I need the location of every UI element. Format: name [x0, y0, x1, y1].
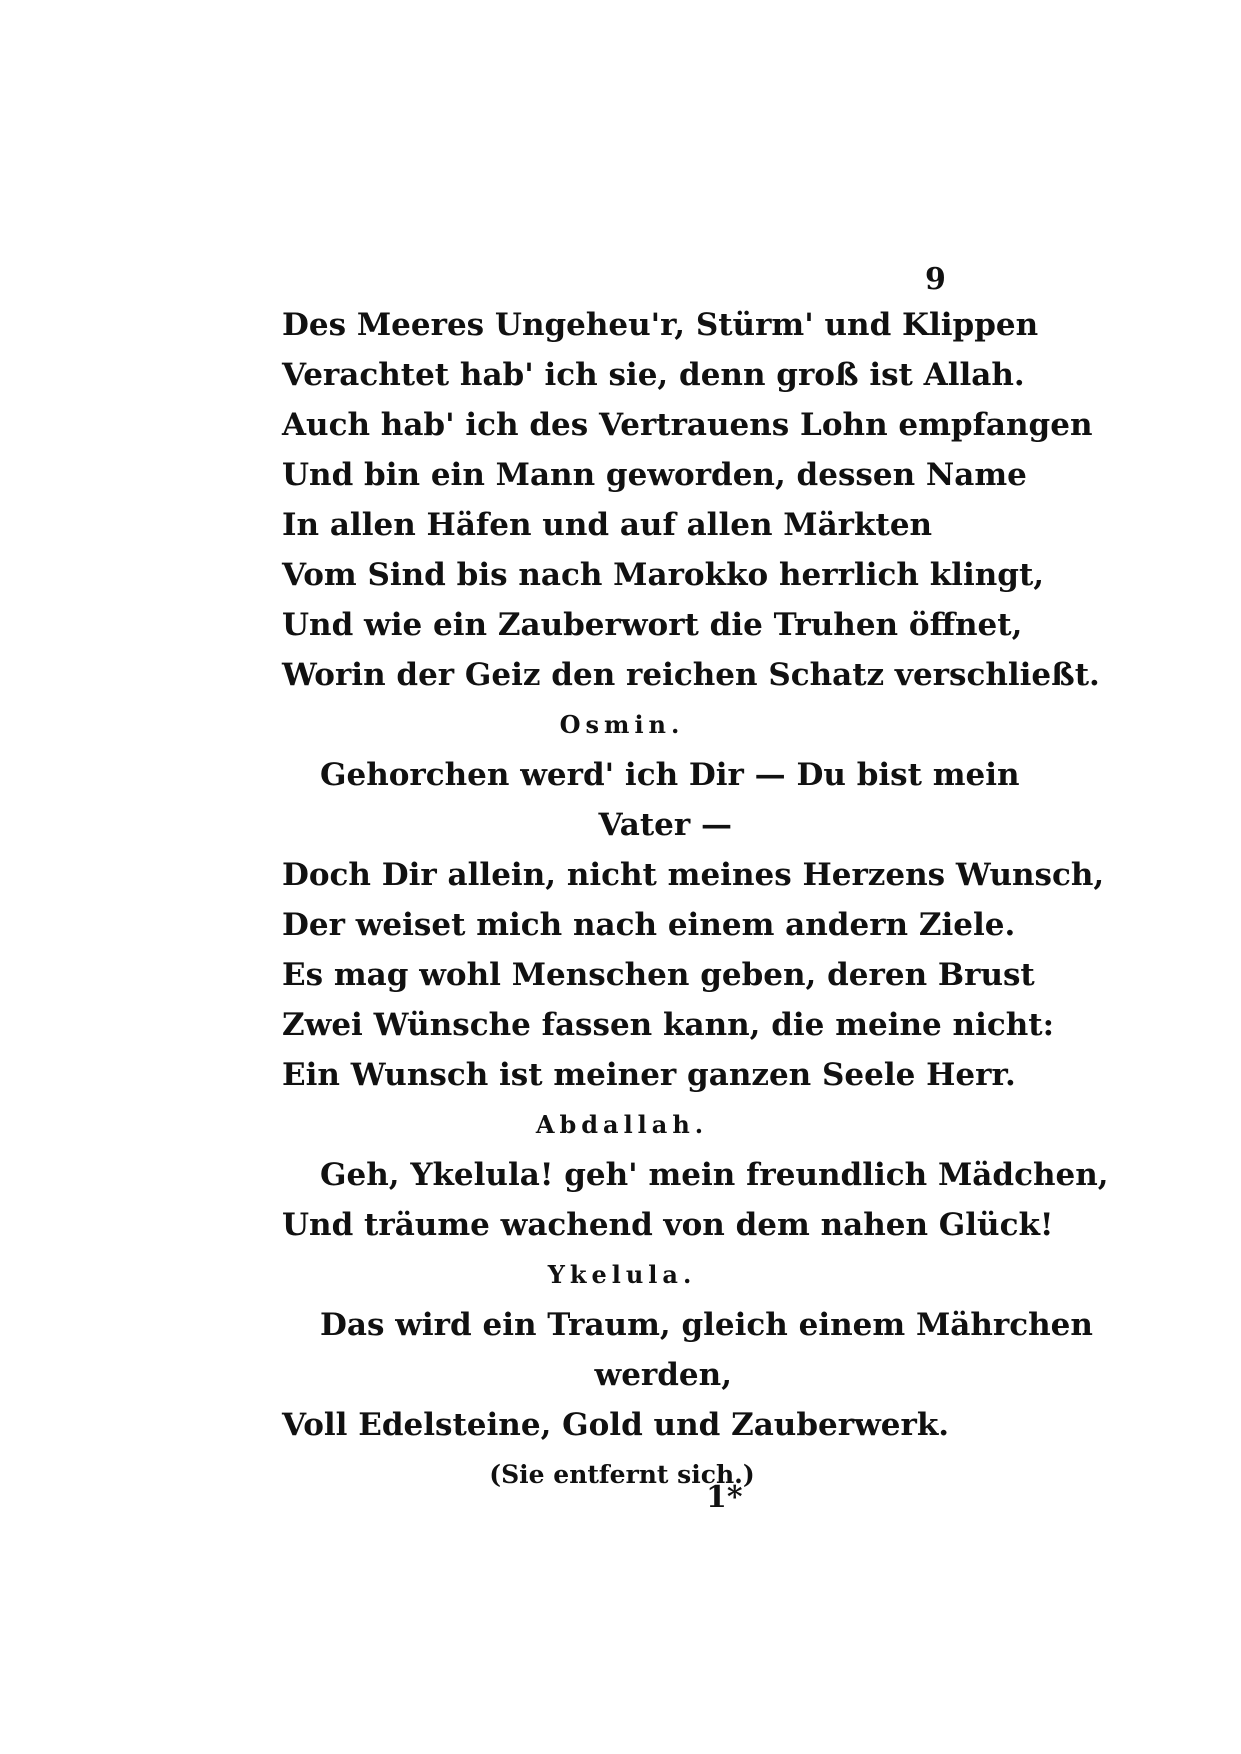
verse-line: Es mag wohl Menschen geben, deren Brust	[282, 957, 1035, 993]
verse-line: Und wie ein Zauberwort die Truhen öffnet,	[282, 607, 1023, 643]
page-number: 9	[925, 262, 947, 297]
stage-direction: (Sie entfernt sich.)	[489, 1460, 755, 1489]
speaker-name: Osmin.	[559, 710, 685, 739]
verse-line: Ein Wunsch ist meiner ganzen Seele Herr.	[282, 1057, 1016, 1093]
verse-line: Und träume wachend von dem nahen Glück!	[282, 1207, 1054, 1243]
speaker-name: Abdallah.	[535, 1110, 709, 1139]
verse-line-continuation: Vater —	[598, 807, 732, 843]
text-block	[282, 300, 1109, 1500]
verse-line: Des Meeres Ungeheu'r, Stürm' und Klippen	[282, 307, 1039, 343]
speaker-name: Ykelula.	[547, 1260, 697, 1289]
verse-line: Worin der Geiz den reichen Schatz verschließt.	[282, 657, 1100, 693]
verse-line: Doch Dir allein, nicht meines Herzens Wunsch,	[282, 857, 1105, 893]
verse-line-continuation: werden,	[594, 1357, 732, 1393]
verse-line: Verachtet hab' ich sie, denn groß ist Allah.	[282, 357, 1025, 393]
verse-line: Vom Sind bis nach Marokko herrlich klingt,	[282, 557, 1045, 593]
verse-line: Geh, Ykelula! geh' mein freundlich Mädchen,	[320, 1157, 1109, 1193]
verse-line: In allen Häfen und auf allen Märkten	[282, 507, 933, 543]
signature-mark: 1*	[706, 1480, 743, 1515]
verse-line: Zwei Wünsche fassen kann, die meine nicht:	[282, 1007, 1055, 1043]
verse-line: Der weiset mich nach einem andern Ziele.	[282, 907, 1016, 943]
verse-line: Gehorchen werd' ich Dir — Du bist mein	[320, 757, 1020, 793]
verse-line: Und bin ein Mann geworden, dessen Name	[282, 457, 1027, 493]
verse-line: Das wird ein Traum, gleich einem Mährchen	[320, 1307, 1093, 1343]
verse-line: Voll Edelsteine, Gold und Zauberwerk.	[282, 1407, 950, 1443]
verse-line: Auch hab' ich des Vertrauens Lohn empfangen	[282, 407, 1093, 443]
